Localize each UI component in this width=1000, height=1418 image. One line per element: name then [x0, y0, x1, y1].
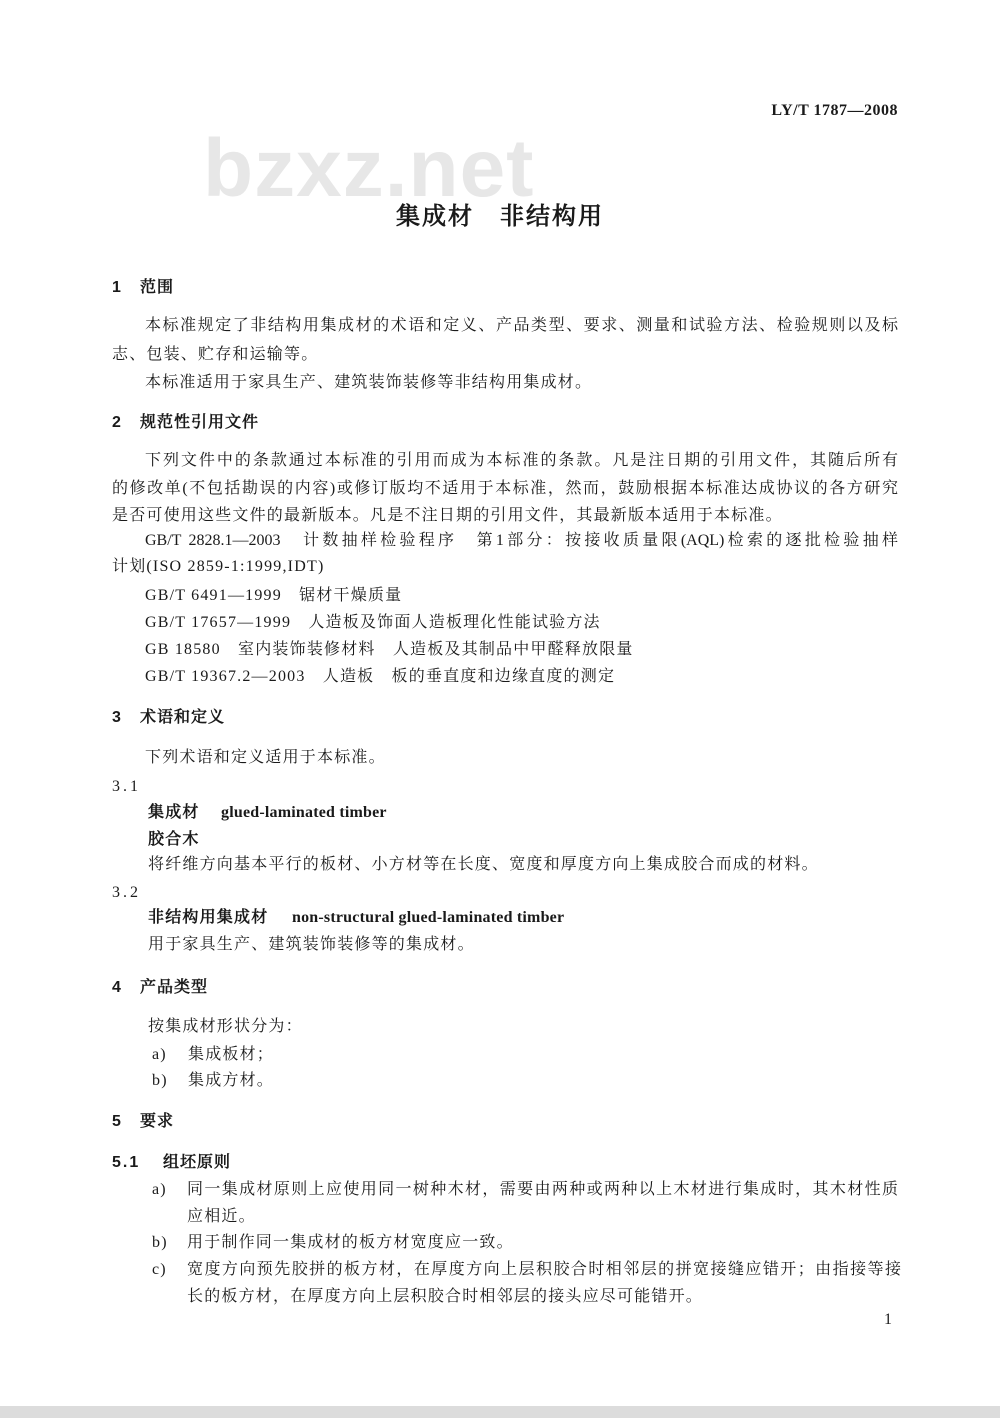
term-chinese: 非结构用集成材 — [148, 909, 269, 926]
subsection-5-1-heading: 组坯原则 — [163, 1154, 232, 1171]
watermark: bzxz.net — [203, 123, 535, 214]
section-1-number: 1 — [112, 279, 122, 296]
paragraph-line: 本标准适用于家具生产、建筑装饰装修等非结构用集成材。 — [145, 374, 593, 391]
section-2-number: 2 — [112, 414, 122, 431]
section-4-number: 4 — [112, 979, 122, 996]
section-5-heading: 要求 — [140, 1113, 175, 1130]
page-number: 1 — [884, 1311, 894, 1328]
list-item-text: 集成板材； — [188, 1046, 275, 1063]
term-number: 3.1 — [112, 778, 141, 795]
section-3-heading: 术语和定义 — [140, 709, 226, 726]
list-item-label: b) — [152, 1072, 168, 1089]
section-5-number: 5 — [112, 1113, 122, 1130]
term-definition: 将纤维方向基本平行的板材、小方材等在长度、宽度和厚度方向上集成胶合而成的材料。 — [148, 856, 819, 873]
section-1-heading: 范围 — [140, 279, 175, 296]
list-item-text: 集成方材。 — [188, 1072, 275, 1089]
list-item-text: 用于制作同一集成材的板方材宽度应一致。 — [187, 1234, 514, 1251]
term-english: glued-laminated timber — [221, 804, 387, 821]
term-definition: 用于家具生产、建筑装饰装修等的集成材。 — [148, 936, 475, 953]
list-item-label: b) — [152, 1234, 168, 1251]
paragraph-line: 本标准规定了非结构用集成材的术语和定义、产品类型、要求、测量和试验方法、检验规则以及标 — [145, 317, 898, 334]
reference-line: GB/T 17657—1999 人造板及饰面人造板理化性能试验方法 — [145, 614, 601, 631]
list-item-text: 长的板方材，在厚度方向上层积胶合时相邻层的接头应尽可能错开。 — [187, 1288, 704, 1305]
list-item-text: 宽度方向预先胶拼的板方材，在厚度方向上层积胶合时相邻层的拼宽接缝应错开；由指接等接 — [187, 1261, 901, 1278]
reference-line: GB/T 19367.2—2003 人造板 板的垂直度和边缘直度的测定 — [145, 668, 616, 685]
list-item-label: c) — [152, 1261, 167, 1278]
term-number: 3.2 — [112, 884, 141, 901]
reference-line: GB 18580 室内装饰装修材料 人造板及其制品中甲醛释放限量 — [145, 641, 634, 658]
paragraph-line: 按集成材形状分为： — [148, 1018, 303, 1035]
reference-line: 计划(ISO 2859-1:1999,IDT) — [112, 558, 325, 575]
list-item-text: 同一集成材原则上应使用同一树种木材，需要由两种或两种以上木材进行集成时，其木材性质 — [187, 1181, 898, 1198]
section-3-number: 3 — [112, 709, 122, 726]
document-title: 集成材 非结构用 — [396, 203, 604, 230]
section-2-heading: 规范性引用文件 — [140, 414, 260, 431]
paragraph-line: 是否可使用这些文件的最新版本。凡是不注日期的引用文件，其最新版本适用于本标准。 — [112, 507, 783, 524]
paragraph-line: 下列文件中的条款通过本标准的引用而成为本标准的条款。凡是注日期的引用文件，其随后所有 — [145, 452, 898, 469]
term-alternative: 胶合木 — [148, 831, 200, 848]
reference-line: GB/T 2828.1—2003 计数抽样检验程序 第1部分：按接收质量限(AQL)检索的逐批检验抽样 — [145, 532, 898, 549]
paragraph-line: 下列术语和定义适用于本标准。 — [145, 749, 386, 766]
page-edge — [0, 1406, 1000, 1418]
paragraph-line: 志、包装、贮存和运输等。 — [112, 346, 319, 363]
subsection-5-1-number: 5.1 — [112, 1154, 141, 1171]
term-chinese: 集成材 — [148, 804, 200, 821]
term-english: non-structural glued-laminated timber — [292, 909, 565, 926]
list-item-label: a) — [152, 1046, 167, 1063]
list-item-label: a) — [152, 1181, 167, 1198]
list-item-text: 应相近。 — [187, 1208, 256, 1225]
standard-number: LY/T 1787—2008 — [771, 102, 898, 119]
paragraph-line: 的修改单(不包括勘误的内容)或修订版均不适用于本标准，然而，鼓励根据本标准达成协议的各方研究 — [112, 480, 898, 497]
reference-line: GB/T 6491—1999 锯材干燥质量 — [145, 587, 403, 604]
section-4-heading: 产品类型 — [140, 979, 209, 996]
